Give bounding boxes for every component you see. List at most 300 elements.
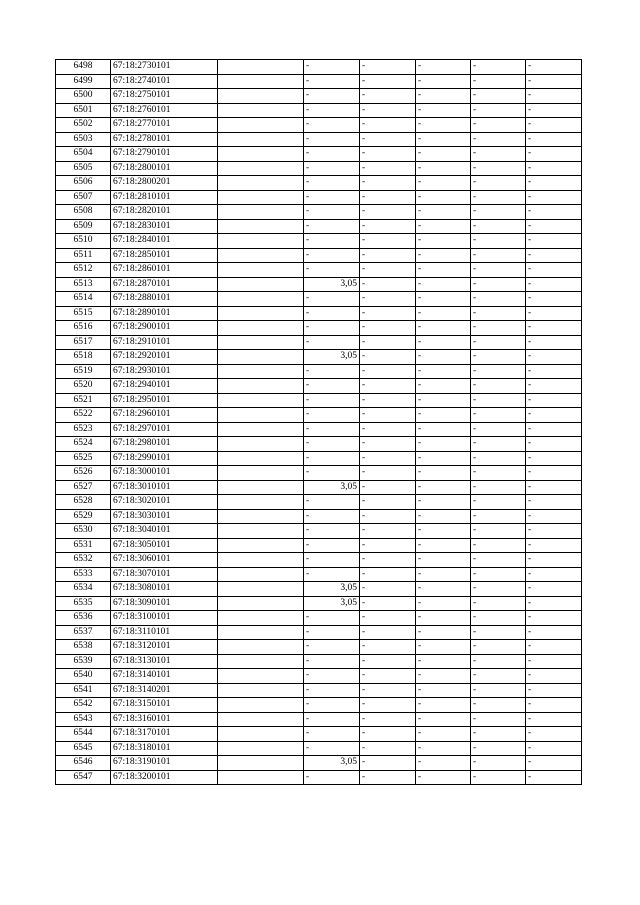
table-row <box>56 103 582 118</box>
table-row <box>56 248 582 263</box>
column-6-cell: - <box>416 335 471 350</box>
column-5-cell: - <box>360 234 416 249</box>
table-row <box>56 669 582 684</box>
column-3-cell <box>218 596 304 611</box>
cadastral-code-cell: 67:18:2980101 <box>111 437 218 452</box>
column-3-cell <box>218 683 304 698</box>
column-3-cell <box>218 103 304 118</box>
column-5-cell: - <box>360 509 416 524</box>
column-7-cell: - <box>471 132 526 147</box>
column-3-cell <box>218 190 304 205</box>
column-6-cell: - <box>416 379 471 394</box>
column-6-cell: - <box>416 176 471 191</box>
row-number-cell: 6522 <box>56 408 111 423</box>
table-row <box>56 161 582 176</box>
column-4-cell: - <box>304 263 360 278</box>
table-row <box>56 698 582 713</box>
row-number-cell: 6530 <box>56 524 111 539</box>
row-number-cell: 6519 <box>56 364 111 379</box>
cadastral-code-cell: 67:18:2940101 <box>111 379 218 394</box>
column-3-cell <box>218 147 304 162</box>
table-row <box>56 509 582 524</box>
column-4-cell: - <box>304 248 360 263</box>
column-3-cell <box>218 654 304 669</box>
column-4-cell: - <box>304 74 360 89</box>
row-number-cell: 6524 <box>56 437 111 452</box>
cadastral-code-cell: 67:18:3180101 <box>111 741 218 756</box>
row-number-cell: 6501 <box>56 103 111 118</box>
row-number-cell: 6539 <box>56 654 111 669</box>
column-6-cell: - <box>416 161 471 176</box>
column-7-cell: - <box>471 234 526 249</box>
column-3-cell <box>218 205 304 220</box>
column-6-cell: - <box>416 437 471 452</box>
column-7-cell: - <box>471 393 526 408</box>
column-3-cell <box>218 277 304 292</box>
column-6-cell: - <box>416 306 471 321</box>
column-4-cell: - <box>304 292 360 307</box>
column-6-cell: - <box>416 698 471 713</box>
row-number-cell: 6510 <box>56 234 111 249</box>
column-5-cell: - <box>360 437 416 452</box>
column-8-cell: - <box>526 625 582 640</box>
column-7-cell: - <box>471 698 526 713</box>
table-row <box>56 393 582 408</box>
table-row <box>56 132 582 147</box>
column-5-cell: - <box>360 654 416 669</box>
row-number-cell: 6499 <box>56 74 111 89</box>
column-7-cell: - <box>471 408 526 423</box>
cadastral-code-cell: 67:18:2790101 <box>111 147 218 162</box>
column-8-cell: - <box>526 190 582 205</box>
table-row <box>56 654 582 669</box>
column-3-cell <box>218 364 304 379</box>
column-8-cell: - <box>526 727 582 742</box>
column-8-cell: - <box>526 683 582 698</box>
column-4-cell: 3,05 <box>304 480 360 495</box>
column-3-cell <box>218 219 304 234</box>
cadastral-code-cell: 67:18:2750101 <box>111 89 218 104</box>
column-4-cell: - <box>304 176 360 191</box>
row-number-cell: 6532 <box>56 553 111 568</box>
column-8-cell: - <box>526 393 582 408</box>
column-6-cell: - <box>416 509 471 524</box>
column-8-cell: - <box>526 292 582 307</box>
column-3-cell <box>218 741 304 756</box>
row-number-cell: 6505 <box>56 161 111 176</box>
column-5-cell: - <box>360 524 416 539</box>
column-8-cell: - <box>526 553 582 568</box>
table-row <box>56 306 582 321</box>
cadastral-code-cell: 67:18:3140201 <box>111 683 218 698</box>
column-7-cell: - <box>471 466 526 481</box>
column-6-cell: - <box>416 234 471 249</box>
cadastral-code-cell: 67:18:3190101 <box>111 756 218 771</box>
column-6-cell: - <box>416 132 471 147</box>
table-body <box>56 60 582 785</box>
column-6-cell: - <box>416 451 471 466</box>
column-7-cell: - <box>471 538 526 553</box>
column-3-cell <box>218 509 304 524</box>
column-3-cell <box>218 306 304 321</box>
cadastral-code-cell: 67:18:3100101 <box>111 611 218 626</box>
cadastral-code-cell: 67:18:2900101 <box>111 321 218 336</box>
column-4-cell: - <box>304 103 360 118</box>
column-6-cell: - <box>416 669 471 684</box>
column-8-cell: - <box>526 437 582 452</box>
cadastral-code-cell: 67:18:3090101 <box>111 596 218 611</box>
cadastral-code-cell: 67:18:3200101 <box>111 770 218 785</box>
table-row <box>56 683 582 698</box>
cadastral-code-cell: 67:18:3110101 <box>111 625 218 640</box>
column-5-cell: - <box>360 596 416 611</box>
column-8-cell: - <box>526 176 582 191</box>
column-6-cell: - <box>416 350 471 365</box>
table-row <box>56 219 582 234</box>
column-4-cell: - <box>304 495 360 510</box>
cadastral-code-cell: 67:18:3130101 <box>111 654 218 669</box>
column-8-cell: - <box>526 712 582 727</box>
column-8-cell: - <box>526 306 582 321</box>
column-8-cell: - <box>526 277 582 292</box>
column-3-cell <box>218 538 304 553</box>
column-8-cell: - <box>526 640 582 655</box>
column-3-cell <box>218 625 304 640</box>
column-8-cell: - <box>526 495 582 510</box>
table-row <box>56 567 582 582</box>
column-4-cell: - <box>304 205 360 220</box>
column-8-cell: - <box>526 422 582 437</box>
row-number-cell: 6518 <box>56 350 111 365</box>
cadastral-code-cell: 67:18:2770101 <box>111 118 218 133</box>
cadastral-code-cell: 67:18:2920101 <box>111 350 218 365</box>
row-number-cell: 6500 <box>56 89 111 104</box>
column-6-cell: - <box>416 741 471 756</box>
cadastral-code-cell: 67:18:2760101 <box>111 103 218 118</box>
cadastral-code-cell: 67:18:2780101 <box>111 132 218 147</box>
cadastral-code-cell: 67:18:2860101 <box>111 263 218 278</box>
column-4-cell: - <box>304 727 360 742</box>
cadastral-code-cell: 67:18:2870101 <box>111 277 218 292</box>
column-4-cell: - <box>304 321 360 336</box>
row-number-cell: 6512 <box>56 263 111 278</box>
row-number-cell: 6543 <box>56 712 111 727</box>
cadastral-code-cell: 67:18:2880101 <box>111 292 218 307</box>
column-5-cell: - <box>360 103 416 118</box>
column-8-cell: - <box>526 408 582 423</box>
row-number-cell: 6508 <box>56 205 111 220</box>
column-3-cell <box>218 770 304 785</box>
column-5-cell: - <box>360 132 416 147</box>
row-number-cell: 6513 <box>56 277 111 292</box>
column-8-cell: - <box>526 538 582 553</box>
column-8-cell: - <box>526 741 582 756</box>
column-4-cell: - <box>304 408 360 423</box>
table-row <box>56 596 582 611</box>
column-8-cell: - <box>526 654 582 669</box>
cadastral-code-cell: 67:18:3060101 <box>111 553 218 568</box>
column-3-cell <box>218 437 304 452</box>
column-5-cell: - <box>360 161 416 176</box>
column-7-cell: - <box>471 292 526 307</box>
column-5-cell: - <box>360 582 416 597</box>
row-number-cell: 6503 <box>56 132 111 147</box>
column-7-cell: - <box>471 161 526 176</box>
cadastral-code-cell: 67:18:3120101 <box>111 640 218 655</box>
column-3-cell <box>218 669 304 684</box>
table-row <box>56 118 582 133</box>
row-number-cell: 6533 <box>56 567 111 582</box>
column-4-cell: - <box>304 669 360 684</box>
column-5-cell: - <box>360 306 416 321</box>
column-7-cell: - <box>471 205 526 220</box>
column-4-cell: 3,05 <box>304 596 360 611</box>
column-8-cell: - <box>526 74 582 89</box>
row-number-cell: 6506 <box>56 176 111 191</box>
column-8-cell: - <box>526 524 582 539</box>
column-6-cell: - <box>416 756 471 771</box>
column-3-cell <box>218 89 304 104</box>
column-3-cell <box>218 756 304 771</box>
column-5-cell: - <box>360 567 416 582</box>
column-3-cell <box>218 495 304 510</box>
table-row <box>56 89 582 104</box>
table-row <box>56 625 582 640</box>
column-4-cell: - <box>304 567 360 582</box>
table-row <box>56 770 582 785</box>
cadastral-code-cell: 67:18:3020101 <box>111 495 218 510</box>
column-6-cell: - <box>416 480 471 495</box>
column-7-cell: - <box>471 219 526 234</box>
column-4-cell: - <box>304 654 360 669</box>
column-6-cell: - <box>416 89 471 104</box>
table-row <box>56 205 582 220</box>
cadastral-code-cell: 67:18:3050101 <box>111 538 218 553</box>
cadastral-code-cell: 67:18:2730101 <box>111 60 218 75</box>
table-row <box>56 553 582 568</box>
column-7-cell: - <box>471 712 526 727</box>
column-5-cell: - <box>360 727 416 742</box>
table-row <box>56 727 582 742</box>
table-row <box>56 538 582 553</box>
column-8-cell: - <box>526 147 582 162</box>
row-number-cell: 6542 <box>56 698 111 713</box>
cadastral-code-cell: 67:18:2990101 <box>111 451 218 466</box>
column-4-cell: - <box>304 219 360 234</box>
column-4-cell: - <box>304 60 360 75</box>
column-3-cell <box>218 698 304 713</box>
column-5-cell: - <box>360 553 416 568</box>
column-7-cell: - <box>471 553 526 568</box>
column-6-cell: - <box>416 422 471 437</box>
column-7-cell: - <box>471 306 526 321</box>
column-3-cell <box>218 118 304 133</box>
column-7-cell: - <box>471 495 526 510</box>
column-3-cell <box>218 379 304 394</box>
column-8-cell: - <box>526 596 582 611</box>
column-3-cell <box>218 466 304 481</box>
row-number-cell: 6527 <box>56 480 111 495</box>
cadastral-code-cell: 67:18:3140101 <box>111 669 218 684</box>
column-8-cell: - <box>526 321 582 336</box>
column-8-cell: - <box>526 263 582 278</box>
column-4-cell: - <box>304 422 360 437</box>
cadastral-code-cell: 67:18:2850101 <box>111 248 218 263</box>
table-row <box>56 60 582 75</box>
table-row <box>56 234 582 249</box>
column-7-cell: - <box>471 509 526 524</box>
column-4-cell: - <box>304 118 360 133</box>
column-6-cell: - <box>416 60 471 75</box>
cadastral-code-cell: 67:18:3080101 <box>111 582 218 597</box>
row-number-cell: 6526 <box>56 466 111 481</box>
column-8-cell: - <box>526 205 582 220</box>
column-8-cell: - <box>526 698 582 713</box>
cadastral-code-cell: 67:18:2810101 <box>111 190 218 205</box>
column-4-cell: 3,05 <box>304 756 360 771</box>
column-5-cell: - <box>360 495 416 510</box>
column-5-cell: - <box>360 712 416 727</box>
data-table <box>55 59 582 785</box>
table-row <box>56 582 582 597</box>
column-4-cell: - <box>304 640 360 655</box>
column-5-cell: - <box>360 190 416 205</box>
column-5-cell: - <box>360 669 416 684</box>
table-row <box>56 495 582 510</box>
column-7-cell: - <box>471 727 526 742</box>
column-4-cell: - <box>304 451 360 466</box>
row-number-cell: 6538 <box>56 640 111 655</box>
column-3-cell <box>218 132 304 147</box>
column-6-cell: - <box>416 74 471 89</box>
column-8-cell: - <box>526 60 582 75</box>
column-4-cell: - <box>304 611 360 626</box>
column-3-cell <box>218 408 304 423</box>
column-5-cell: - <box>360 480 416 495</box>
column-5-cell: - <box>360 335 416 350</box>
table-row <box>56 321 582 336</box>
cadastral-code-cell: 67:18:2970101 <box>111 422 218 437</box>
column-5-cell: - <box>360 248 416 263</box>
row-number-cell: 6498 <box>56 60 111 75</box>
column-6-cell: - <box>416 190 471 205</box>
column-5-cell: - <box>360 466 416 481</box>
column-6-cell: - <box>416 625 471 640</box>
table-row <box>56 524 582 539</box>
column-8-cell: - <box>526 466 582 481</box>
column-3-cell <box>218 74 304 89</box>
row-number-cell: 6528 <box>56 495 111 510</box>
table-row <box>56 364 582 379</box>
cadastral-code-cell: 67:18:3030101 <box>111 509 218 524</box>
column-4-cell: - <box>304 234 360 249</box>
column-3-cell <box>218 611 304 626</box>
column-7-cell: - <box>471 422 526 437</box>
row-number-cell: 6544 <box>56 727 111 742</box>
column-6-cell: - <box>416 727 471 742</box>
column-5-cell: - <box>360 176 416 191</box>
column-7-cell: - <box>471 741 526 756</box>
cadastral-code-cell: 67:18:2910101 <box>111 335 218 350</box>
column-7-cell: - <box>471 190 526 205</box>
table-row <box>56 640 582 655</box>
column-4-cell: 3,05 <box>304 350 360 365</box>
row-number-cell: 6525 <box>56 451 111 466</box>
table-row <box>56 422 582 437</box>
column-4-cell: - <box>304 524 360 539</box>
column-6-cell: - <box>416 103 471 118</box>
column-4-cell: - <box>304 393 360 408</box>
row-number-cell: 6531 <box>56 538 111 553</box>
row-number-cell: 6509 <box>56 219 111 234</box>
column-7-cell: - <box>471 437 526 452</box>
column-8-cell: - <box>526 770 582 785</box>
column-8-cell: - <box>526 335 582 350</box>
column-5-cell: - <box>360 640 416 655</box>
column-8-cell: - <box>526 161 582 176</box>
column-5-cell: - <box>360 698 416 713</box>
table-row <box>56 466 582 481</box>
row-number-cell: 6520 <box>56 379 111 394</box>
column-4-cell: - <box>304 147 360 162</box>
column-3-cell <box>218 176 304 191</box>
column-3-cell <box>218 393 304 408</box>
column-7-cell: - <box>471 321 526 336</box>
cadastral-code-cell: 67:18:3000101 <box>111 466 218 481</box>
cadastral-code-cell: 67:18:3040101 <box>111 524 218 539</box>
column-7-cell: - <box>471 770 526 785</box>
column-5-cell: - <box>360 741 416 756</box>
column-4-cell: - <box>304 509 360 524</box>
column-7-cell: - <box>471 567 526 582</box>
row-number-cell: 6545 <box>56 741 111 756</box>
column-6-cell: - <box>416 582 471 597</box>
table-row <box>56 292 582 307</box>
table-row <box>56 451 582 466</box>
column-4-cell: - <box>304 437 360 452</box>
cadastral-code-cell: 67:18:3150101 <box>111 698 218 713</box>
column-7-cell: - <box>471 582 526 597</box>
column-7-cell: - <box>471 74 526 89</box>
column-3-cell <box>218 553 304 568</box>
column-4-cell: - <box>304 379 360 394</box>
column-6-cell: - <box>416 205 471 220</box>
column-3-cell <box>218 60 304 75</box>
column-3-cell <box>218 292 304 307</box>
column-6-cell: - <box>416 263 471 278</box>
column-4-cell: - <box>304 132 360 147</box>
cadastral-code-cell: 67:18:2950101 <box>111 393 218 408</box>
row-number-cell: 6541 <box>56 683 111 698</box>
column-5-cell: - <box>360 292 416 307</box>
column-6-cell: - <box>416 219 471 234</box>
column-4-cell: - <box>304 770 360 785</box>
column-6-cell: - <box>416 292 471 307</box>
table-row <box>56 350 582 365</box>
cadastral-code-cell: 67:18:3170101 <box>111 727 218 742</box>
table-row <box>56 712 582 727</box>
row-number-cell: 6547 <box>56 770 111 785</box>
cadastral-code-cell: 67:18:2740101 <box>111 74 218 89</box>
table-row <box>56 147 582 162</box>
column-7-cell: - <box>471 611 526 626</box>
column-7-cell: - <box>471 350 526 365</box>
column-4-cell: - <box>304 466 360 481</box>
table-row <box>56 379 582 394</box>
column-6-cell: - <box>416 712 471 727</box>
column-5-cell: - <box>360 147 416 162</box>
table-row <box>56 408 582 423</box>
